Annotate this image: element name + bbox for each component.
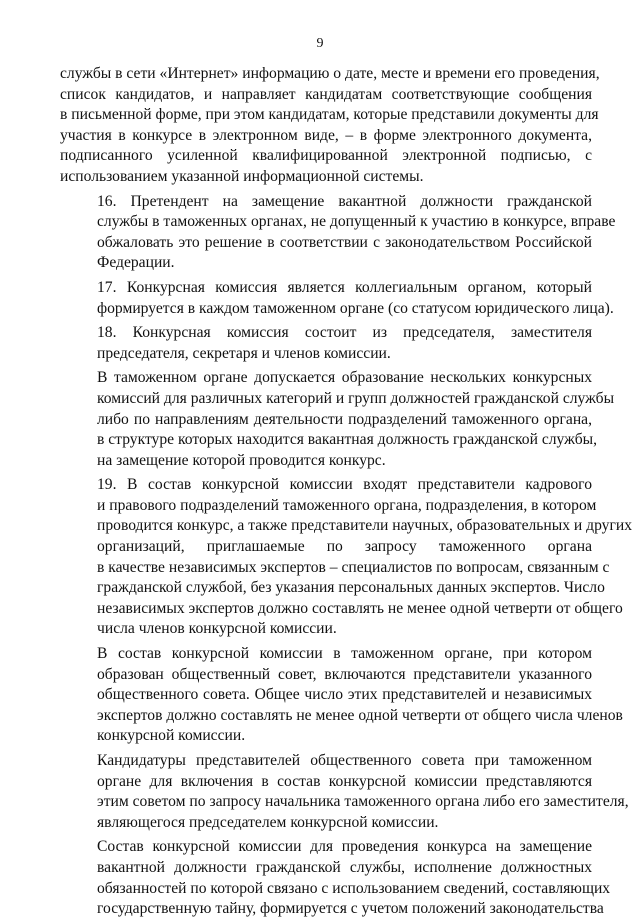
text-line: 17. Конкурсная комиссия является коллегиальным органом, который bbox=[97, 278, 592, 296]
text-line: гражданской службой, без указания персональных данных экспертов. Число bbox=[97, 579, 605, 597]
text-line: Кандидатуры представителей общественного совета при таможенном bbox=[97, 752, 592, 769]
text-line: являющегося председателем конкурсной комиссии. bbox=[97, 813, 439, 831]
text-line: в структуре которых находится вакантная должность гражданской службы, bbox=[97, 431, 598, 449]
text-line: в письменной форме, при этом кандидатам, которые представили документы для bbox=[60, 106, 599, 124]
text-line: обязанностей по которой связано с использованием сведений, составляющих bbox=[97, 879, 611, 897]
paragraph bbox=[60, 475, 632, 640]
text-line: 19. В состав конкурсной комиссии входят представители кадрового bbox=[97, 476, 592, 494]
text-line: организаций, приглашаемые по запросу таможенного органа bbox=[97, 538, 592, 556]
text-line: либо по направлениям деятельности подразделений таможенного органа, bbox=[97, 410, 592, 428]
text-line: 16. Претендент на замещение вакантной должности гражданской bbox=[97, 192, 592, 210]
text-line: вакантной должности гражданской службы, исполнение должностных bbox=[97, 858, 592, 876]
text-line: независимых экспертов должно составлять не менее одной четверти от общего bbox=[97, 599, 623, 617]
text-line: председателя, секретаря и членов комиссии. bbox=[97, 344, 391, 362]
paragraph bbox=[60, 192, 616, 274]
text-line: список кандидатов, и направляет кандидатам соответствующие сообщения bbox=[60, 85, 592, 103]
text-line: обжаловать это решение в соответствии с законодательством Российской bbox=[97, 233, 592, 251]
paragraph bbox=[60, 278, 614, 319]
text-line: образован общественный совет, включаются представители указанного bbox=[97, 665, 592, 683]
text-line: экспертов должно составлять не менее одной четверти от общего числа членов bbox=[97, 706, 623, 724]
text-line: этим советом по запросу начальника таможенного органа либо его заместителя, bbox=[97, 793, 629, 811]
text-line: в качестве независимых экспертов – специалистов по вопросам, связанным с bbox=[97, 558, 610, 576]
paragraph bbox=[60, 751, 629, 833]
text-line: органе для включения в состав конкурсной комиссии представляются bbox=[97, 772, 592, 790]
paragraph bbox=[60, 837, 611, 919]
text-line: государственную тайну, формируется с учетом положений законодательства bbox=[97, 900, 604, 918]
text-line: на замещение которой проводится конкурс. bbox=[97, 451, 386, 469]
paragraph bbox=[60, 368, 615, 471]
paragraph bbox=[60, 323, 592, 364]
page-number: 9 bbox=[316, 36, 324, 51]
text-line: 18. Конкурсная комиссия состоит из председателя, заместителя bbox=[97, 324, 592, 342]
text-line: Состав конкурсной комиссии для проведения конкурса на замещение bbox=[97, 838, 592, 856]
text-line: Федерации. bbox=[97, 254, 175, 272]
paragraph bbox=[60, 64, 600, 188]
text-line: участия в конкурсе в электронном виде, – в форме электронного документа, bbox=[60, 126, 592, 144]
text-line: формируется в каждом таможенном органе (со статусом юридического лица). bbox=[97, 299, 614, 317]
text-line: комиссий для различных категорий и групп должностей гражданской службы bbox=[97, 389, 615, 407]
text-line: и правового подразделений таможенного органа, подразделения, в котором bbox=[97, 496, 597, 514]
text-line: подписанного усиленной квалифицированной электронной подписью, с bbox=[60, 147, 592, 165]
text-line: проводится конкурс, а также представители научных, образовательных и других bbox=[97, 517, 632, 535]
text-line: В состав конкурсной комиссии в таможенном органе, при котором bbox=[97, 645, 592, 663]
document-body bbox=[60, 64, 632, 924]
text-line: числа членов конкурсной комиссии. bbox=[97, 620, 337, 638]
paragraph bbox=[60, 644, 623, 747]
text-line: службы в сети «Интернет» информацию о дате, месте и времени его проведения, bbox=[60, 65, 600, 82]
text-line: использованием указанной информационной системы. bbox=[60, 167, 424, 185]
text-line: конкурсной комиссии. bbox=[97, 727, 246, 745]
text-line: службы в таможенных органах, не допущенный к участию в конкурсе, вправе bbox=[97, 213, 616, 231]
text-line: общественного совета. Общее число этих представителей и независимых bbox=[97, 686, 592, 704]
text-line: В таможенном органе допускается образование нескольких конкурсных bbox=[97, 369, 592, 387]
